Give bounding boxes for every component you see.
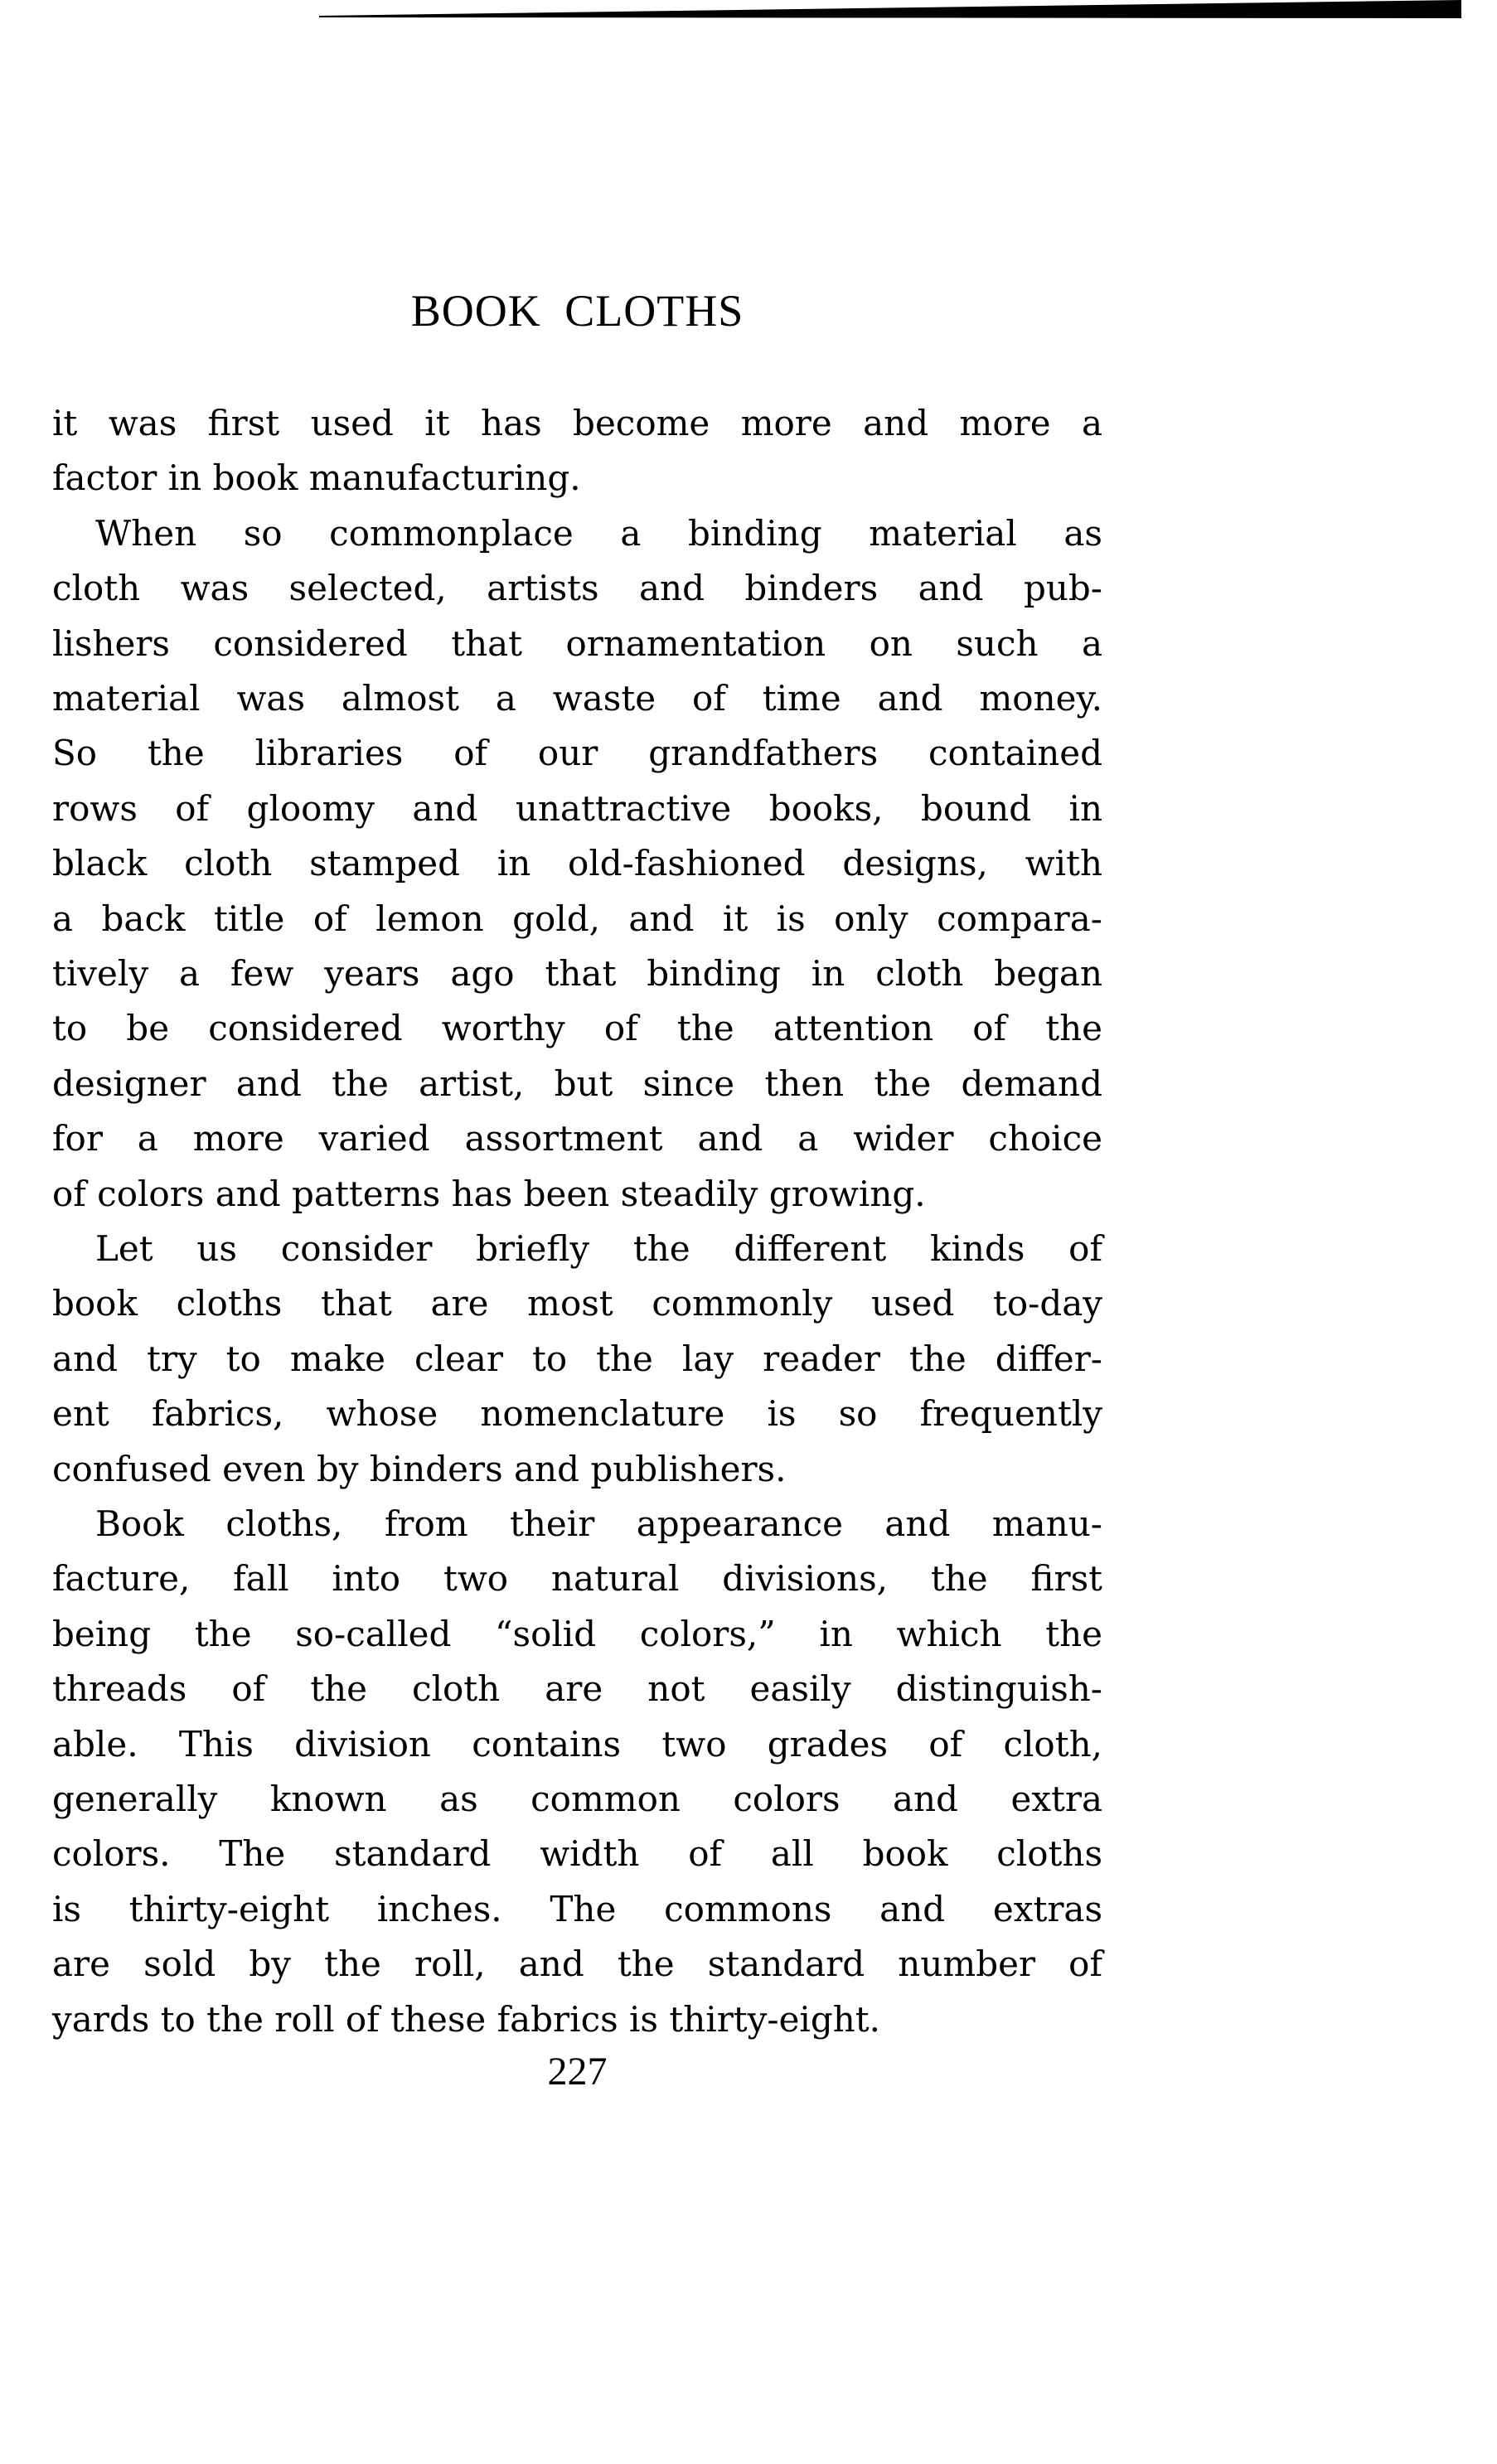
text-line: to be considered worthy of the attention of the (52, 1008, 1102, 1049)
text-line: ent fabrics, whose nomenclature is so frequently (52, 1393, 1102, 1435)
text-line: and try to make clear to the lay reader the differ- (52, 1338, 1102, 1379)
page-number: 227 (547, 2050, 608, 2094)
text-line: for a more varied assortment and a wider choice (52, 1118, 1102, 1159)
text-line: threads of the cloth are not easily distinguish- (52, 1668, 1102, 1710)
text-line: black cloth stamped in old-fashioned designs, with (52, 843, 1102, 884)
text-line: lishers considered that ornamentation on such a (52, 622, 1102, 664)
text-line: rows of gloomy and unattractive books, bound in (52, 787, 1102, 829)
text-line: generally known as common colors and extra (52, 1779, 1102, 1819)
text-line: When so commonplace a binding material as (95, 512, 1102, 554)
text-line: colors. The standard width of all book cloths (52, 1833, 1102, 1875)
text-line: are sold by the roll, and the standard number of (52, 1944, 1102, 1985)
text-line: of colors and patterns has been steadily growing. (52, 1173, 926, 1214)
text-line: factor in book manufacturing. (52, 457, 581, 499)
text-line: is thirty-eight inches. The commons and extras (52, 1888, 1102, 1929)
text-line: being the so-called “solid colors,” in which the (52, 1613, 1102, 1654)
text-line: Book cloths, from their appearance and manu- (95, 1503, 1102, 1544)
text-line: designer and the artist, but since then the demand (52, 1063, 1102, 1104)
text-line: facture, fall into two natural divisions, the first (52, 1558, 1102, 1600)
text-line: Let us consider briefly the different kinds of (95, 1228, 1102, 1269)
text-line: it was first used it has become more and more a (52, 403, 1102, 443)
text-line: yards to the roll of these fabrics is thirty-eight. (52, 1998, 881, 2040)
text-line: tively a few years ago that binding in cloth began (52, 953, 1102, 994)
text-line: able. This division contains two grades of cloth, (52, 1723, 1102, 1764)
text-line: material was almost a waste of time and money. (52, 678, 1102, 719)
text-line: confused even by binders and publishers. (52, 1448, 787, 1489)
text-line: a back title of lemon gold, and it is only compara- (52, 898, 1102, 939)
text-line: cloth was selected, artists and binders and pub- (52, 568, 1102, 609)
text-line: So the libraries of our grandfathers contained (52, 733, 1102, 774)
top-scan-rule (0, 0, 1497, 25)
text-line: book cloths that are most commonly used to-day (52, 1283, 1102, 1324)
running-head: BOOK CLOTHS (410, 286, 744, 336)
